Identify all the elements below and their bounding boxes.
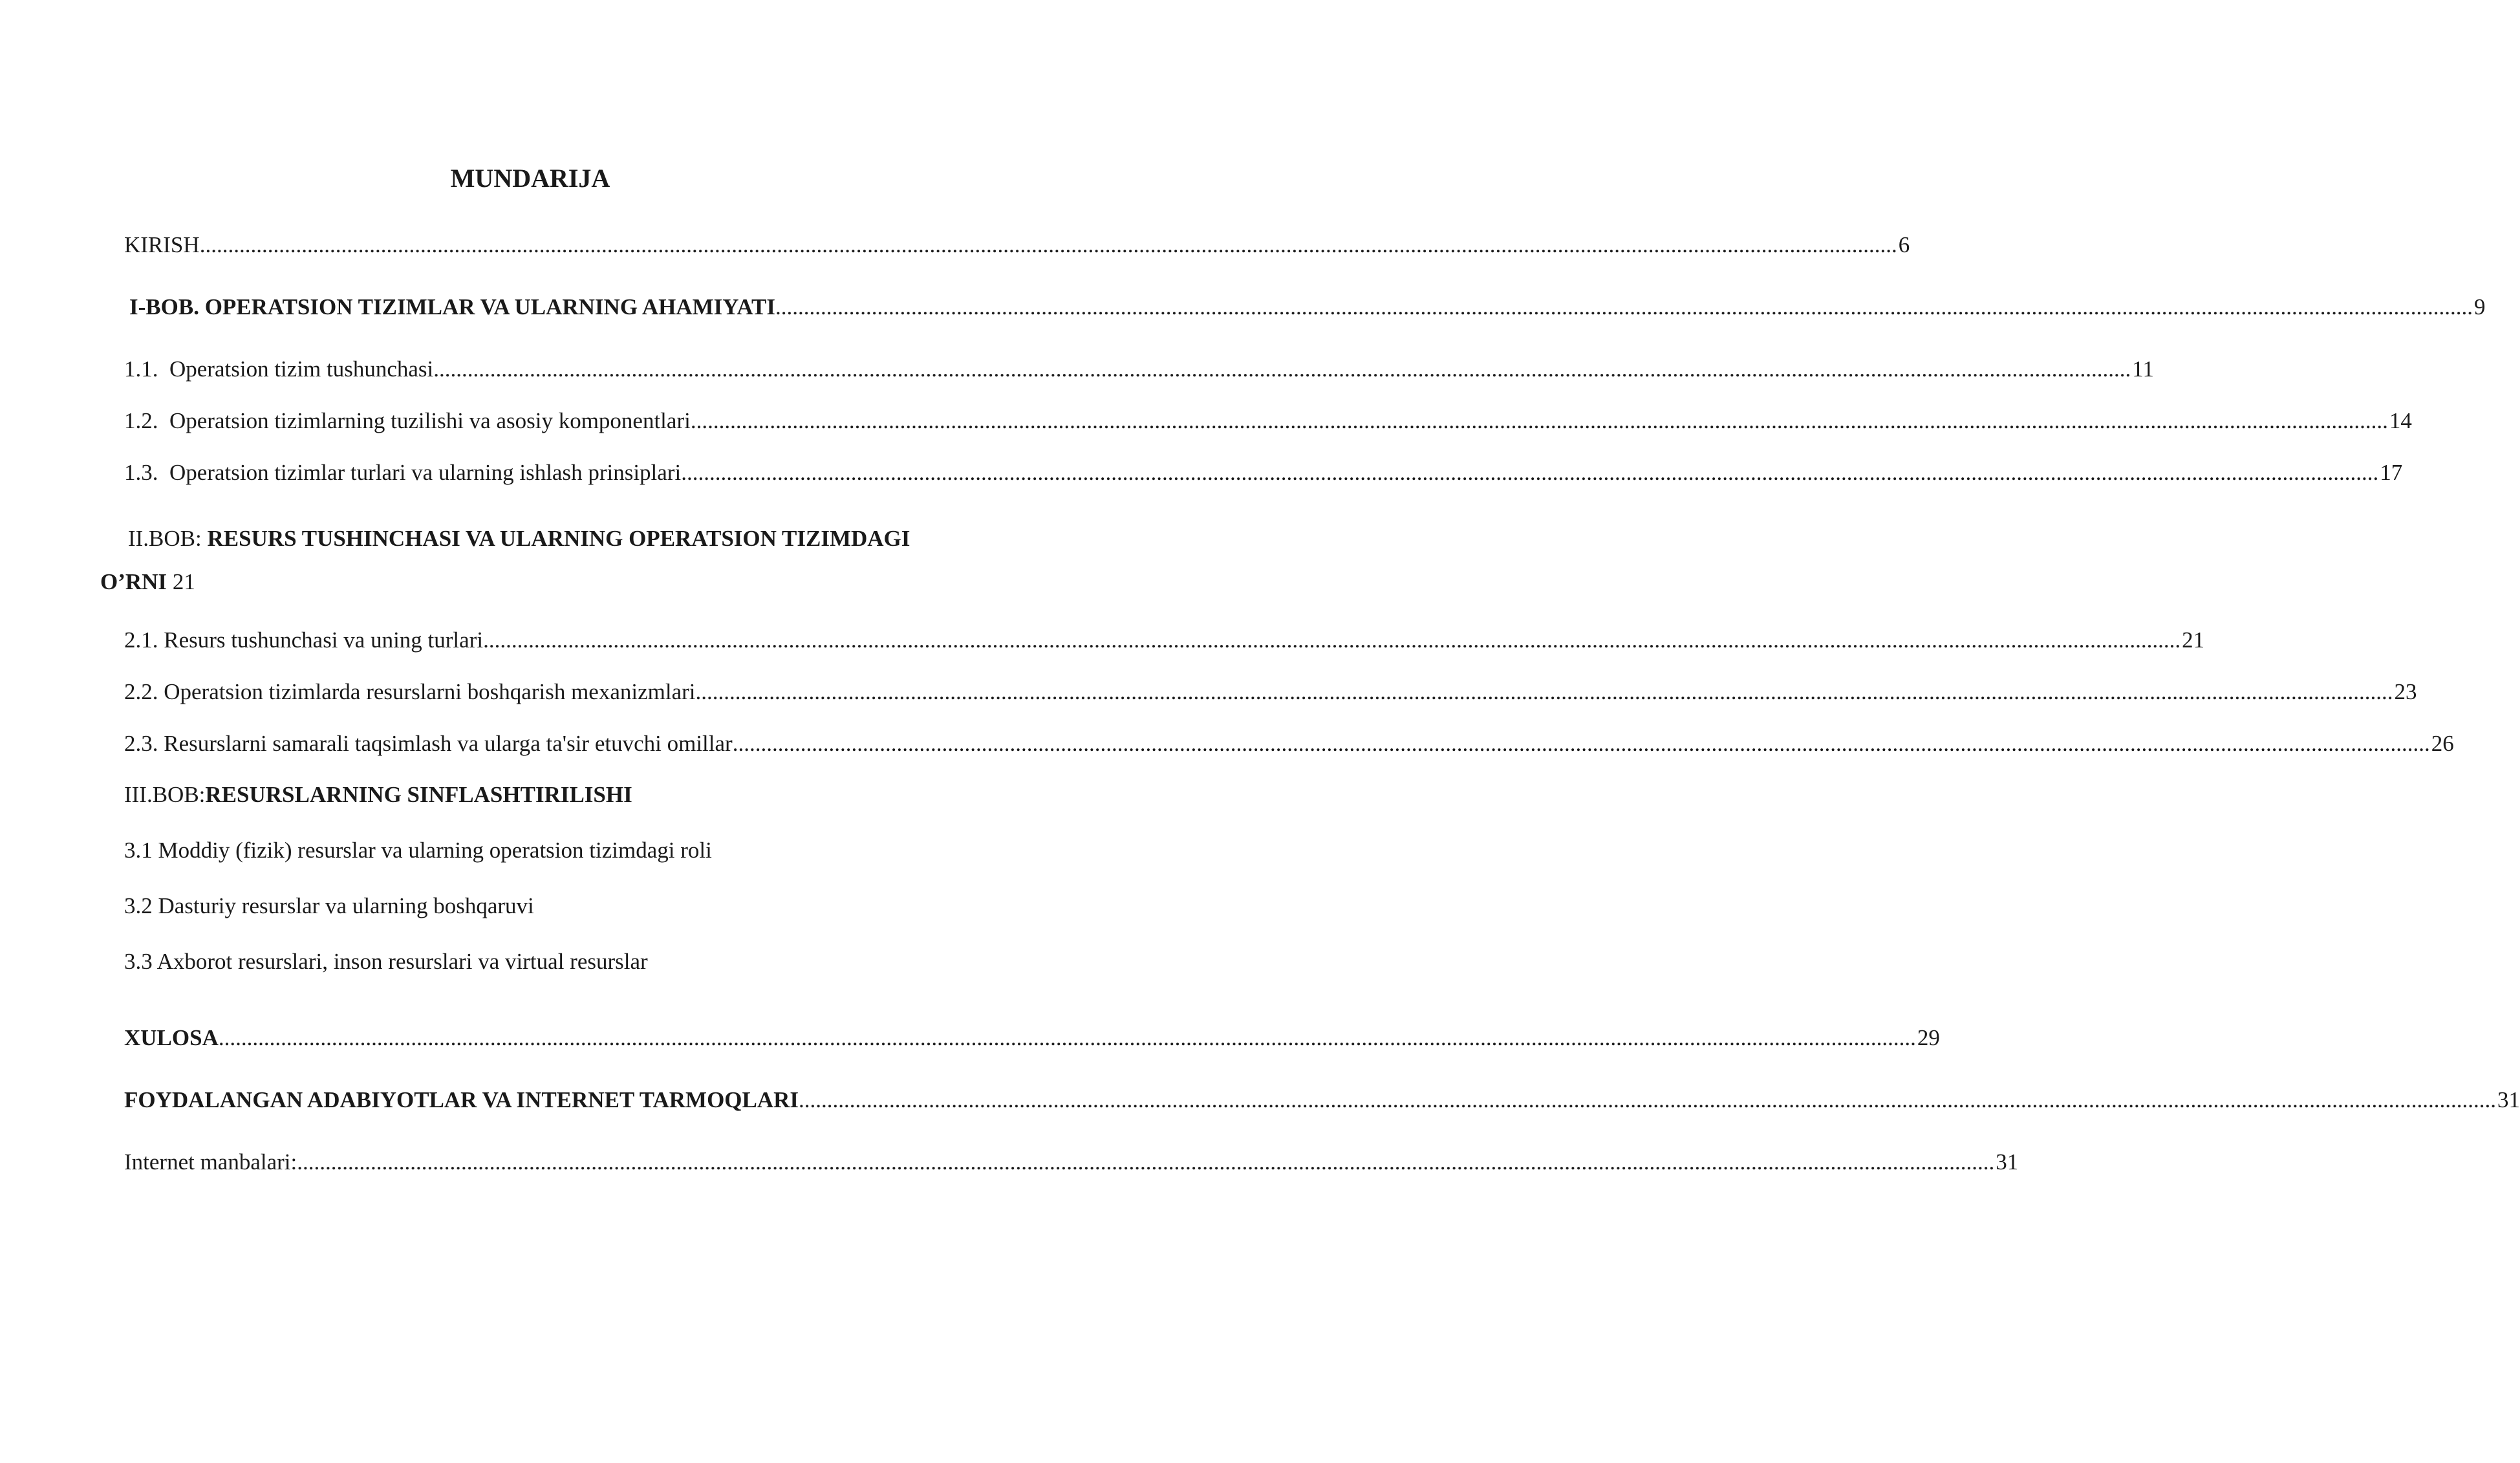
toc-entry-label: 3.1 Moddiy (fizik) resurslar va ularning operatsion tizimdagi roli: [124, 838, 712, 863]
section-number: 1.2.: [124, 408, 158, 433]
toc-entry-section-1-1[interactable]: [124, 354, 2154, 384]
toc-entry-label: I-BOB. OPERATSION TIZIMLAR VA ULARNING AHAMIYATI: [129, 294, 776, 320]
dot-leader: ............................................................................................................................................................................................................................................................................................................: [218, 1025, 1916, 1050]
toc-page-number: 6: [1898, 232, 1910, 257]
toc-entry-section-3-1[interactable]: [124, 836, 712, 865]
dot-leader: ............................................................................................................................................................................................................................................................................................................: [690, 408, 2388, 433]
dot-leader: ............................................................................................................................................................................................................................................................................................................: [695, 679, 2393, 704]
toc-entry-label: 3.2 Dasturiy resurslar va ularning boshqaruvi: [124, 893, 534, 918]
toc-page-number: 9: [2474, 294, 2486, 320]
dot-leader: ............................................................................................................................................................................................................................................................................................................: [799, 1087, 2497, 1112]
toc-entry-label: 3.3 Axborot resurslari, inson resurslari va virtual resurslar: [124, 949, 648, 974]
toc-page-number: 31: [1996, 1149, 2019, 1175]
toc-entry-label: RESURSLARNING SINFLASHTIRILISHI: [205, 782, 632, 807]
toc-entry-kirish[interactable]: [124, 230, 1910, 260]
section-number: 1.1.: [124, 356, 158, 382]
toc-page-number: 14: [2389, 408, 2412, 433]
toc-page-number: 23: [2394, 679, 2417, 704]
dot-leader: ............................................................................................................................................................................................................................................................................................................: [199, 232, 1897, 257]
toc-entry-section-3-2[interactable]: [124, 891, 534, 921]
dot-leader: ............................................................................................................................................................................................................................................................................................................: [775, 294, 2473, 320]
toc-entry-xulosa[interactable]: [124, 1023, 1940, 1053]
toc-page-number: 11: [2132, 356, 2154, 382]
toc-entry-chapter-3[interactable]: [124, 780, 632, 810]
toc-entry-label: Operatsion tizimlarning tuzilishi va asosiy komponentlari: [169, 408, 691, 433]
toc-entry-label-continued: O’RNI: [100, 569, 167, 594]
section-number: 1.3.: [124, 460, 158, 485]
dot-leader: ............................................................................................................................................................................................................................................................................................................: [297, 1149, 1995, 1175]
toc-entry-section-1-3[interactable]: [124, 458, 2403, 488]
toc-page-number: 21: [2182, 627, 2205, 653]
chapter-prefix: II.BOB:: [128, 526, 202, 551]
toc-entry-label: XULOSA: [124, 1025, 219, 1050]
toc-entry-label: 2.3. Resurslarni samarali taqsimlash va ularga ta'sir etuvchi omillar: [124, 731, 733, 756]
toc-page-number: 21: [172, 569, 195, 594]
toc-entry-label: KIRISH: [124, 232, 200, 257]
toc-page-number: 31: [2497, 1087, 2520, 1112]
dot-leader: ............................................................................................................................................................................................................................................................................................................: [732, 731, 2430, 756]
toc-entry-section-1-2[interactable]: [124, 406, 2412, 436]
chapter-prefix: III.BOB:: [124, 782, 206, 807]
toc-entry-section-2-3[interactable]: [124, 729, 2454, 759]
toc-entry-label: 2.2. Operatsion tizimlarda resurslarni boshqarish mexanizmlari: [124, 679, 696, 704]
toc-entry-label: 2.1. Resurs tushunchasi va uning turlari: [124, 627, 484, 653]
page-title: MUNDARIJA: [450, 164, 610, 193]
toc-entry-internet-sources[interactable]: [124, 1147, 2019, 1177]
toc-entry-references[interactable]: [124, 1085, 2520, 1115]
toc-entry-section-2-1[interactable]: [124, 625, 2205, 655]
toc-entry-chapter-2-continued[interactable]: [100, 567, 195, 597]
toc-page-number: 26: [2431, 731, 2454, 756]
toc-entry-label: Operatsion tizim tushunchasi: [169, 356, 434, 382]
toc-entry-label: RESURS TUSHINCHASI VA ULARNING OPERATSION TIZIMDAGI: [207, 526, 910, 551]
toc-entry-label: Internet manbalari:: [124, 1149, 297, 1175]
toc-entry-chapter-1[interactable]: [129, 292, 2486, 322]
toc-entry-label: Operatsion tizimlar turlari va ularning ishlash prinsiplari: [169, 460, 682, 485]
toc-entry-label: FOYDALANGAN ADABIYOTLAR VA INTERNET TARMOQLARI: [124, 1087, 799, 1112]
toc-entry-section-2-2[interactable]: [124, 677, 2417, 707]
toc-page-number: 29: [1917, 1025, 1940, 1050]
toc-entry-chapter-2[interactable]: [128, 524, 910, 554]
dot-leader: ............................................................................................................................................................................................................................................................................................................: [433, 356, 2131, 382]
dot-leader: ............................................................................................................................................................................................................................................................................................................: [681, 460, 2379, 485]
toc-page-number: 17: [2380, 460, 2403, 485]
dot-leader: ............................................................................................................................................................................................................................................................................................................: [483, 627, 2181, 653]
toc-entry-section-3-3[interactable]: [124, 947, 648, 977]
